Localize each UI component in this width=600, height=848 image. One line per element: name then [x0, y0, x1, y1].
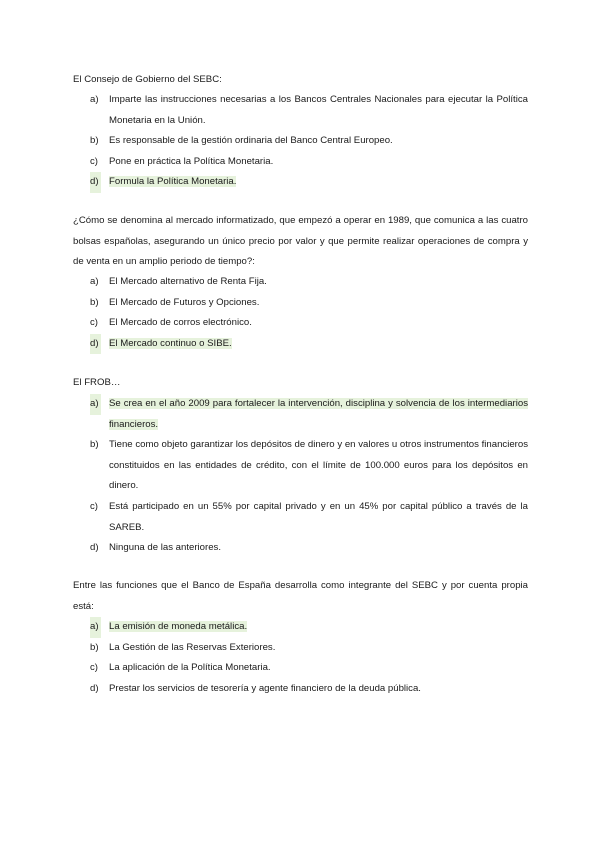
option-text: La aplicación de la Política Monetaria. [109, 662, 271, 674]
option-letter: d) [90, 172, 101, 193]
option-b [90, 131, 528, 152]
option-d-correct [90, 172, 528, 193]
option-a [90, 272, 528, 293]
option-text: Imparte las instrucciones necesarias a los Bancos Centrales Nacionales para ejecutar la Política Monetaria en la Unión. [109, 94, 528, 126]
option-text: El Mercado de Futuros y Opciones. [109, 296, 260, 308]
question-text: El Consejo de Gobierno del SEBC: [73, 74, 222, 85]
option-letter: b) [90, 641, 99, 653]
options-list [90, 272, 528, 354]
option-letter: a) [90, 617, 101, 638]
option-text: El Mercado alternativo de Renta Fija. [109, 276, 267, 287]
option-c [90, 152, 528, 173]
question-text: ¿Cómo se denomina al mercado informatizado, que empezó a operar en 1989, que comunica a las cuatro bolsas españolas, asegurando un único precio por valor y que permite realizar operaciones de compra y de venta en un amplio periodo de tiempo?: [73, 215, 528, 268]
option-letter: d) [90, 542, 99, 554]
option-letter: b) [90, 296, 99, 308]
option-text: Pone en práctica la Política Monetaria. [109, 155, 274, 167]
option-text: Prestar los servicios de tesorería y agente financiero de la deuda pública. [109, 682, 421, 694]
option-letter: d) [90, 682, 99, 694]
option-c [90, 497, 528, 538]
question-text: Entre las funciones que el Banco de España desarrolla como integrante del SEBC y por cuenta propia está: [73, 580, 528, 612]
option-text: Está participado en un 55% por capital privado y en un 45% por capital público a través de la SAREB. [109, 500, 528, 533]
option-letter: a) [90, 276, 99, 287]
option-b [90, 638, 528, 659]
option-letter: c) [90, 317, 98, 329]
option-a [90, 90, 528, 131]
option-letter: a) [90, 394, 101, 415]
options-list [90, 394, 528, 559]
option-d [90, 538, 528, 559]
option-letter: b) [90, 439, 99, 451]
option-text: El Mercado de corros electrónico. [109, 317, 252, 329]
option-d-correct [90, 334, 528, 355]
option-d [90, 679, 528, 700]
option-text: El Mercado continuo o SIBE. [109, 337, 232, 349]
option-text: Es responsable de la gestión ordinaria del Banco Central Europeo. [109, 135, 393, 147]
option-text: Ninguna de las anteriores. [109, 542, 221, 554]
option-text: Formula la Política Monetaria. [109, 176, 237, 188]
option-b [90, 293, 528, 314]
option-text: La Gestión de las Reservas Exteriores. [109, 641, 276, 653]
option-text: La emisión de moneda metálica. [109, 621, 248, 632]
option-c [90, 313, 528, 334]
option-letter: d) [90, 334, 101, 355]
option-letter: a) [90, 94, 99, 105]
option-a-correct [90, 394, 528, 435]
option-letter: c) [90, 662, 98, 674]
option-b [90, 435, 528, 497]
options-list [90, 617, 528, 699]
option-a-correct [90, 617, 528, 638]
option-letter: c) [90, 155, 98, 167]
option-letter: c) [90, 500, 98, 512]
question-text: El FROB… [73, 377, 121, 388]
option-letter: b) [90, 135, 99, 147]
option-c [90, 658, 528, 679]
option-text: Tiene como objeto garantizar los depósitos de dinero y en valores u otros instrumentos financieros constituidos en las entidades de crédito, con el límite de 100.000 euros para los depósitos en dinero. [109, 439, 528, 492]
option-text: Se crea en el año 2009 para fortalecer la intervención, disciplina y solvencia de los intermediarios financieros. [109, 398, 528, 430]
options-list [90, 90, 528, 193]
